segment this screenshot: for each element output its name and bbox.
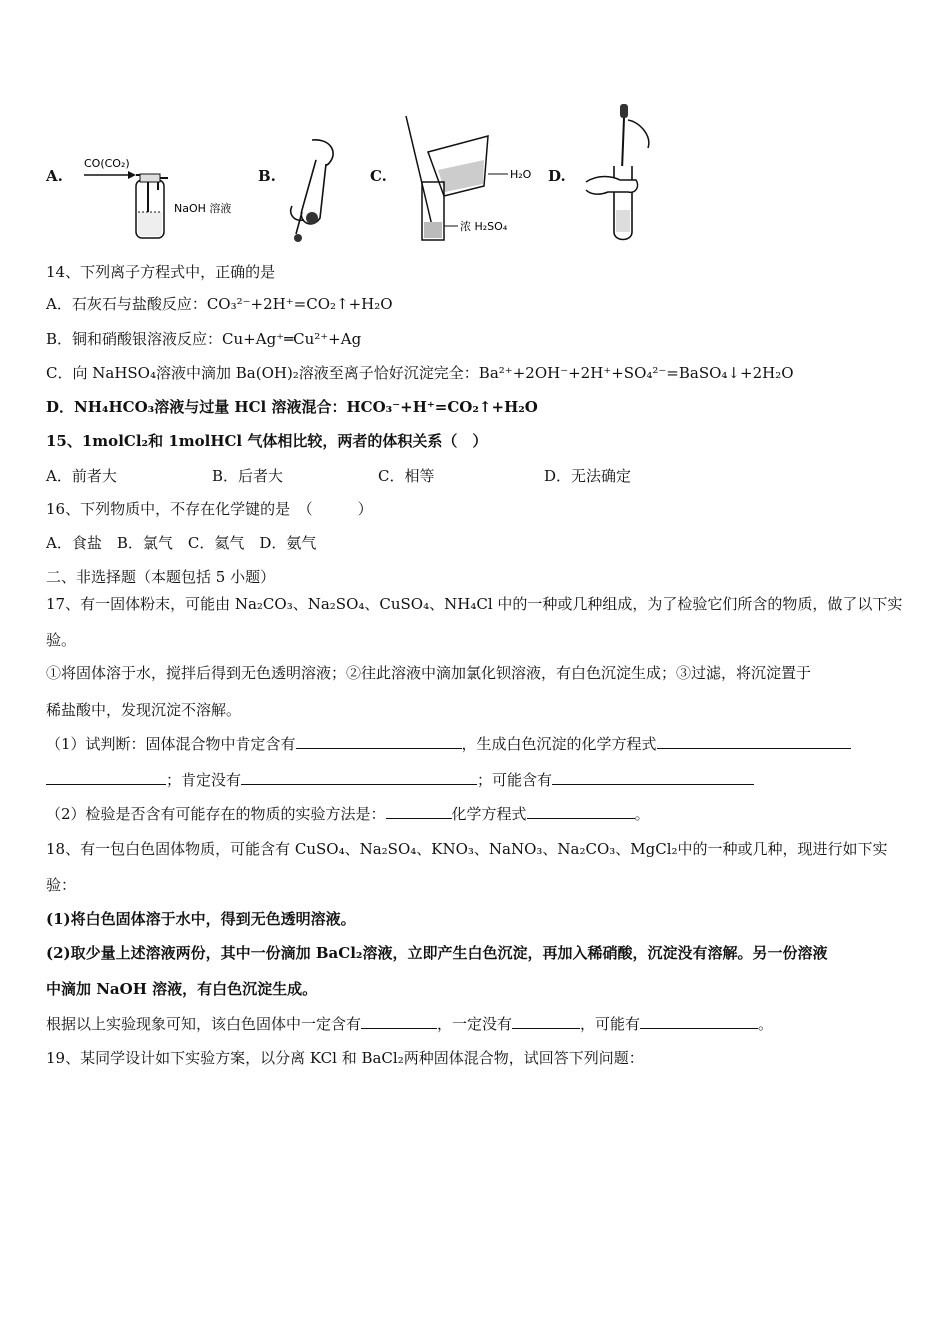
q18-conclusion xyxy=(46,1014,773,1034)
q16-stem: 16、下列物质中，不存在化学键的是 （ ） xyxy=(46,500,373,518)
q14-option-c: C．向 NaHSO₄溶液中滴加 Ba(OH)₂溶液至离子恰好沉淀完全：Ba²⁺+2OH⁻+2H⁺+SO₄²⁻=BaSO₄↓+2H₂O xyxy=(46,364,794,382)
q17-stem-line2: 验。 xyxy=(46,631,77,649)
q17-not-contain-prompt: ；肯定没有 xyxy=(166,771,242,789)
q15-option-c: C．相等 xyxy=(378,467,435,485)
q17-may-contain-prompt: ；可能含有 xyxy=(477,771,553,789)
q17-blank-may-contain[interactable] xyxy=(552,770,754,785)
q17-part1-equation-prompt: ，生成白色沉淀的化学方程式 xyxy=(461,735,657,753)
gas-washing-bottle-figure xyxy=(78,150,258,245)
acid-label: 浓 H₂SO₄ xyxy=(460,220,508,233)
q18-step1: (1)将白色固体溶于水中，得到无色透明溶液。 xyxy=(46,910,356,928)
q14-stem: 14、下列离子方程式中，正确的是 xyxy=(46,263,276,281)
dropper-test-tube-figure xyxy=(578,100,668,245)
option-b-label: B. xyxy=(258,167,276,185)
q17-part2-equation-prompt: 化学方程式 xyxy=(451,805,527,823)
q15-option-d: D．无法确定 xyxy=(544,467,632,485)
q17-part2-end: 。 xyxy=(634,805,650,823)
q18-stem-text: 18、有一包白色固体物质，可能含有 CuSO₄、Na₂SO₄、KNO₃、NaNO₃、Na₂CO₃、MgCl₂中的一种或几种，现进行如下实 xyxy=(46,840,888,858)
bottle-label: NaOH 溶液 xyxy=(174,202,232,215)
shaking-funnel-figure xyxy=(282,130,352,245)
q17-blank-not-contain[interactable] xyxy=(241,770,477,785)
q17-blank-contains[interactable] xyxy=(296,734,462,749)
option-a-label: A. xyxy=(46,167,63,185)
q17-part2 xyxy=(46,804,650,824)
q14-option-a: A．石灰石与盐酸反应：CO₃²⁻+2H⁺=CO₂↑+H₂O xyxy=(46,295,393,313)
q18-may-prompt: ，可能有 xyxy=(580,1015,641,1033)
q17-part1-line1 xyxy=(46,734,851,754)
dilution-figure xyxy=(398,112,548,244)
h2o-label: H₂O xyxy=(510,168,532,181)
q18-must-not-prompt: ，一定没有 xyxy=(437,1015,513,1033)
q19-stem: 19、某同学设计如下实验方案，以分离 KCl 和 BaCl₂两种固体混合物，试回答下列问题： xyxy=(46,1049,644,1067)
q17-experiment-line2: 稀盐酸中，发现沉淀不溶解。 xyxy=(46,701,242,719)
q18-must-contain-prompt: 根据以上实验现象可知，该白色固体中一定含有 xyxy=(46,1015,362,1033)
section-heading: 二、非选择题（本题包括 5 小题） xyxy=(46,568,276,586)
q18-blank-must-not[interactable] xyxy=(512,1014,580,1029)
q18-end: 。 xyxy=(758,1015,774,1033)
q18-stem-line2: 验： xyxy=(46,876,77,894)
q18-step2-line1: (2)取少量上述溶液两份，其中一份滴加 BaCl₂溶液，立即产生白色沉淀，再加入稀硝酸，沉淀没有溶解。另一份溶液 xyxy=(46,944,828,962)
q14-option-b: B．铜和硝酸银溶液反应：Cu+Ag⁺═Cu²⁺+Ag xyxy=(46,330,362,348)
q18-stem-line1 xyxy=(46,839,888,859)
q17-stem-line1: 17、有一固体粉末，可能由 Na₂CO₃、Na₂SO₄、CuSO₄、NH₄Cl 中的一种或几种组成，为了检验它们所含的物质，做了以下实 xyxy=(46,595,903,613)
q17-part2-prompt: （2）检验是否含有可能存在的物质的实验方法是： xyxy=(46,805,386,823)
q15-option-a: A．前者大 xyxy=(46,467,117,485)
q17-part1-line2 xyxy=(46,770,754,790)
q17-blank-equation-cont[interactable] xyxy=(46,770,166,785)
q15-option-b: B．后者大 xyxy=(212,467,284,485)
option-c-label: C. xyxy=(370,167,387,185)
q16-options: A．食盐 B．氯气 C．氦气 D．氨气 xyxy=(46,534,317,552)
gas-label: CO(CO₂) xyxy=(84,157,130,170)
q18-blank-must-contain[interactable] xyxy=(361,1014,437,1029)
q17-blank-equation[interactable] xyxy=(657,734,851,749)
q17-part1-prompt: （1）试判断：固体混合物中肯定含有 xyxy=(46,735,296,753)
q14-option-d: D．NH₄HCO₃溶液与过量 HCl 溶液混合：HCO₃⁻+H⁺=CO₂↑+H₂O xyxy=(46,398,538,416)
q17-experiment-line1: ①将固体溶于水，搅拌后得到无色透明溶液；②往此溶液中滴加氯化钡溶液，有白色沉淀生成；③过滤，将沉淀置于 xyxy=(46,664,812,682)
option-d-label: D. xyxy=(548,167,566,185)
q18-blank-may[interactable] xyxy=(640,1014,758,1029)
q17-blank-method-equation[interactable] xyxy=(527,804,635,819)
q18-step2-line2: 中滴加 NaOH 溶液，有白色沉淀生成。 xyxy=(46,980,318,998)
q15-stem: 15、1molCl₂和 1molHCl 气体相比较，两者的体积关系（ ） xyxy=(46,432,488,450)
q17-blank-method[interactable] xyxy=(386,804,452,819)
